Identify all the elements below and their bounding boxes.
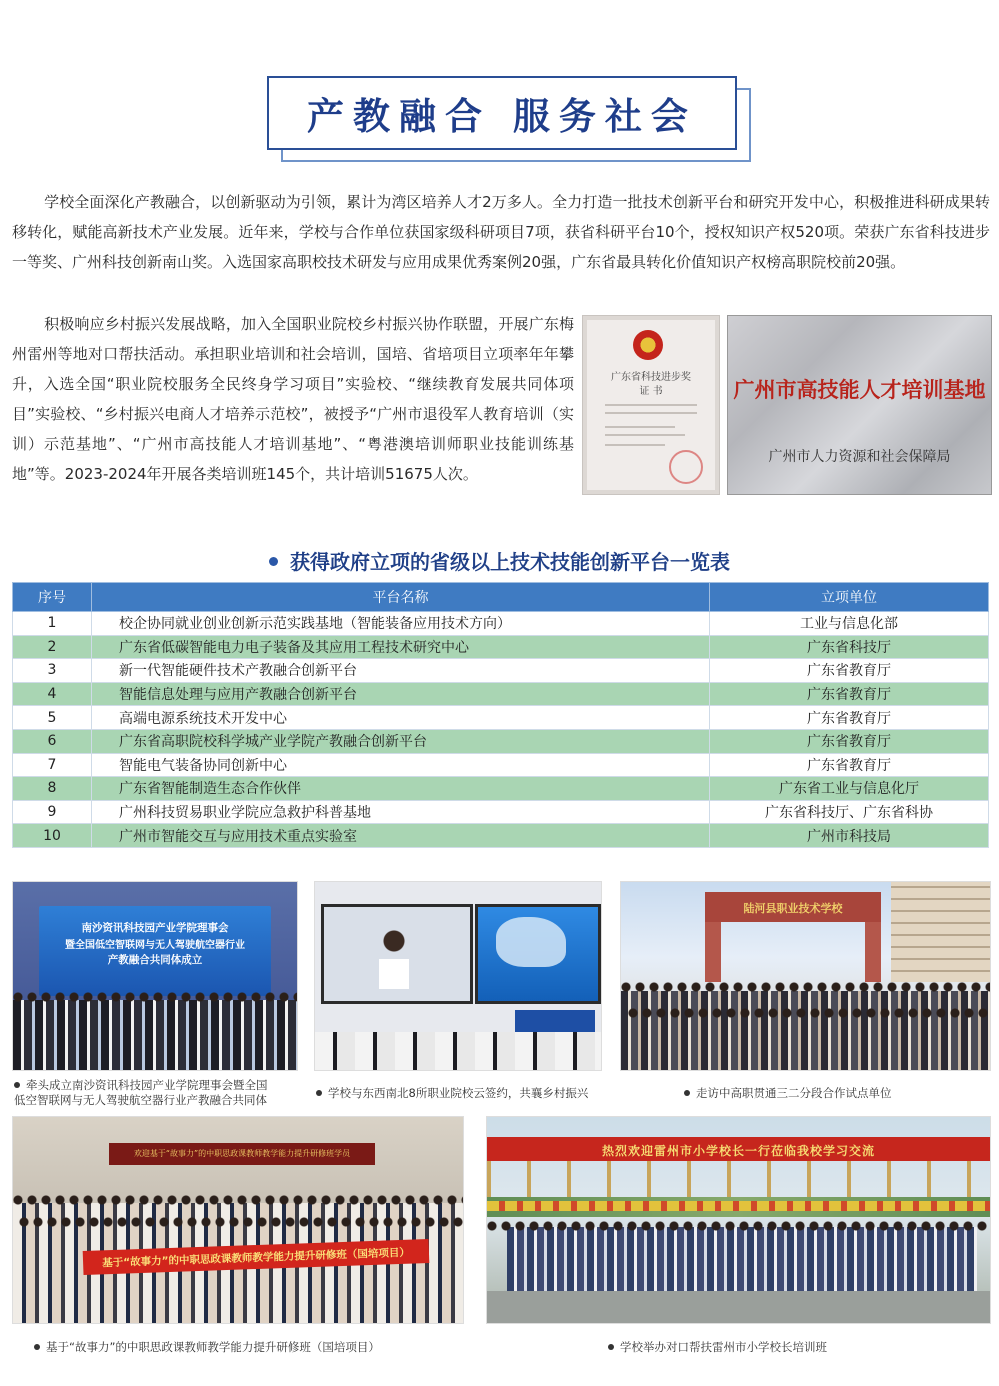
plaque-issuer: 广州市人力资源和社会保障局 [768, 449, 951, 465]
certificate-text-line [605, 444, 665, 446]
intro-paragraph-text: 学校全面深化产教融合，以创新驱动为引领，累计为湾区培养人才2万多人。全力打造一批技术创新平台和研究开发中心，积极推进科研成果转移转化，赋能高新技术产业发展。近年来，学校与合作单位获国家级科研项目7项，获省科研平台10个，授权知识产权520项。荣获广东省科技进步一等奖、广州科技创新南山奖。入选国家高职校技术研发与应用成果优秀案例20强，广东省最具转化价值知识产权榜高职院校前20强。 [12, 193, 990, 271]
people-heads [487, 1221, 990, 1231]
photo-council-ceremony [12, 881, 298, 1071]
header-approving-unit: 立项单位 [710, 583, 989, 612]
table-heading [0, 546, 999, 575]
row-approving-unit: 广东省教育厅 [710, 729, 989, 753]
row-platform-name: 智能电气装备协同创新中心 [92, 753, 710, 777]
photo-school-visit [620, 881, 991, 1071]
table-heading-text: 获得政府立项的省级以上技术技能创新平台一览表 [290, 550, 730, 574]
stage-screen [39, 906, 271, 996]
page-title: 产教融合 服务社会 [307, 95, 697, 138]
people-heads [19, 1217, 464, 1227]
row-platform-name: 广州科技贸易职业学院应急救护科普基地 [92, 800, 710, 824]
plaza-ground [487, 1291, 990, 1323]
plaque-title: 广州市高技能人才培训基地 [733, 377, 986, 402]
certificate-photo [582, 315, 720, 495]
people-group [507, 1227, 977, 1291]
row-platform-name: 智能信息处理与应用产教融合创新平台 [92, 682, 710, 706]
bullet-icon [14, 1082, 20, 1088]
screen-text-line2: 暨全国低空智联网与无人驾驶航空器行业 [65, 940, 245, 951]
people-heads [628, 1008, 991, 1018]
audience-row [315, 1032, 601, 1070]
caption-text: 学校举办对口帮扶雷州市小学校长培训班 [620, 1340, 827, 1354]
bullet-icon [608, 1344, 614, 1350]
video-screen-left [321, 904, 473, 1004]
row-index: 1 [13, 612, 92, 636]
truss-frame [487, 1161, 990, 1201]
photo-cloud-signing [314, 881, 602, 1071]
national-emblem-icon [633, 330, 663, 360]
row-platform-name: 广州市智能交互与应用技术重点实验室 [92, 824, 710, 848]
photo-teacher-training [12, 1116, 464, 1324]
school-gate-top [705, 892, 881, 922]
bullet-icon [684, 1090, 690, 1096]
row-platform-name: 广东省智能制造生态合作伙伴 [92, 777, 710, 801]
header-platform-name: 平台名称 [92, 583, 710, 612]
table-row [13, 753, 989, 777]
bullet-icon [316, 1090, 322, 1096]
row-approving-unit: 广东省教育厅 [710, 682, 989, 706]
caption-text: 基于“故事力”的中职思政课教师教学能力提升研修班（国培项目） [46, 1340, 380, 1354]
intro-paragraph [12, 187, 990, 277]
gate-sign: 陆河县职业技术学校 [743, 902, 843, 915]
certificate-text-line [605, 412, 697, 414]
row-index: 5 [13, 706, 92, 730]
table-row [13, 659, 989, 683]
certificate-text-line [605, 404, 697, 406]
caption-principal-training [608, 1340, 988, 1355]
welcome-banner [487, 1137, 990, 1161]
table-row [13, 706, 989, 730]
welcome-banner-text: 热烈欢迎雷州市小学校长一行莅临我校学习交流 [601, 1144, 875, 1158]
row-approving-unit: 广东省教育厅 [710, 659, 989, 683]
caption-text: 走访中高职贯通三二分段合作试点单位 [696, 1086, 892, 1100]
row-approving-unit: 广州市科技局 [710, 824, 989, 848]
title-banner [267, 76, 737, 150]
caption-teacher-training [34, 1340, 474, 1355]
table-header-row [13, 583, 989, 612]
building [891, 882, 990, 982]
dragon-decoration [487, 1201, 990, 1211]
row-approving-unit: 广东省教育厅 [710, 753, 989, 777]
table-row [13, 777, 989, 801]
row-approving-unit: 广东省科技厅 [710, 635, 989, 659]
video-screen-right [475, 904, 601, 1004]
row-approving-unit: 工业与信息化部 [710, 612, 989, 636]
caption-text: 牵头成立南沙资讯科技园产业学院理事会暨全国 [26, 1078, 268, 1092]
row-index: 9 [13, 800, 92, 824]
certificate-text-line [605, 426, 675, 428]
row-index: 3 [13, 659, 92, 683]
table-row [13, 729, 989, 753]
people-heads [621, 982, 990, 992]
table-row [13, 635, 989, 659]
caption-council-ceremony [14, 1078, 304, 1108]
caption-school-visit [684, 1086, 984, 1101]
people-heads [13, 1195, 463, 1205]
row-index: 2 [13, 635, 92, 659]
row-approving-unit: 广东省教育厅 [710, 706, 989, 730]
rural-paragraph [12, 309, 574, 489]
bullet-icon [269, 557, 278, 566]
red-seal-icon [669, 450, 703, 484]
caption-text: 低空智联网与无人驾驶航空器行业产教融合共同体 [14, 1093, 267, 1107]
platform-table [12, 582, 989, 848]
rural-paragraph-text: 积极响应乡村振兴发展战略，加入全国职业院校乡村振兴协作联盟，开展广东梅州雷州等地对口帮扶活动。承担职业培训和社会培训，国培、省培项目立项率年年攀升，入选全国“职业院校服务全民终身学习项目”实验校、“继续教育发展共同体项目”实验校、“乡村振兴电商人才培养示范校”，被授予“广州市退役军人教育培训（实训）示范基地”、“广州市高技能人才培训基地”、“粤港澳培训师职业技能训练基地”等。2023-2024年开展各类培训班145个，共计培训51675人次。 [12, 315, 574, 483]
row-platform-name: 校企协同就业创业创新示范实践基地（智能装备应用技术方向） [92, 612, 710, 636]
back-banner [109, 1143, 375, 1165]
people-row [13, 1000, 297, 1070]
table-row [13, 800, 989, 824]
row-approving-unit: 广东省工业与信息化厅 [710, 777, 989, 801]
row-index: 4 [13, 682, 92, 706]
people-group [621, 991, 990, 1070]
training-base-plaque [727, 315, 992, 495]
certificate-title: 广东省科技进步奖 [611, 372, 691, 383]
row-index: 6 [13, 729, 92, 753]
screen-text-line3: 产教融合共同体成立 [107, 954, 203, 966]
row-approving-unit: 广东省科技厅、广东省科协 [710, 800, 989, 824]
table-row [13, 682, 989, 706]
photo-principal-training [486, 1116, 991, 1324]
school-gate-pillars [705, 922, 881, 982]
bullet-icon [34, 1344, 40, 1350]
row-platform-name: 广东省低碳智能电力电子装备及其应用工程技术研究中心 [92, 635, 710, 659]
caption-cloud-signing [316, 1086, 606, 1101]
speaker-figure [374, 929, 414, 989]
table-row [13, 612, 989, 636]
front-banner-text: 基于“故事力”的中职思政课教师教学能力提升研修班（国培项目） [102, 1246, 411, 1270]
row-index: 10 [13, 824, 92, 848]
back-banner-text: 欢迎基于“故事力”的中职思政课教师教学能力提升研修班学员 [133, 1149, 351, 1158]
row-platform-name: 高端电源系统技术开发中心 [92, 706, 710, 730]
china-map-shape [496, 917, 566, 967]
row-platform-name: 新一代智能硬件技术产教融合创新平台 [92, 659, 710, 683]
row-index: 8 [13, 777, 92, 801]
table-row [13, 824, 989, 848]
row-index: 7 [13, 753, 92, 777]
row-platform-name: 广东省高职院校科学城产业学院产教融合创新平台 [92, 729, 710, 753]
certificate-text-line [605, 434, 685, 436]
people-heads [13, 992, 297, 1002]
header-index: 序号 [13, 583, 92, 612]
screen-text-line1: 南沙资讯科技园产业学院理事会 [81, 922, 229, 934]
caption-text: 学校与东西南北8所职业院校云签约，共襄乡村振兴 [328, 1086, 589, 1100]
certificate-subtitle: 证 书 [639, 386, 663, 397]
